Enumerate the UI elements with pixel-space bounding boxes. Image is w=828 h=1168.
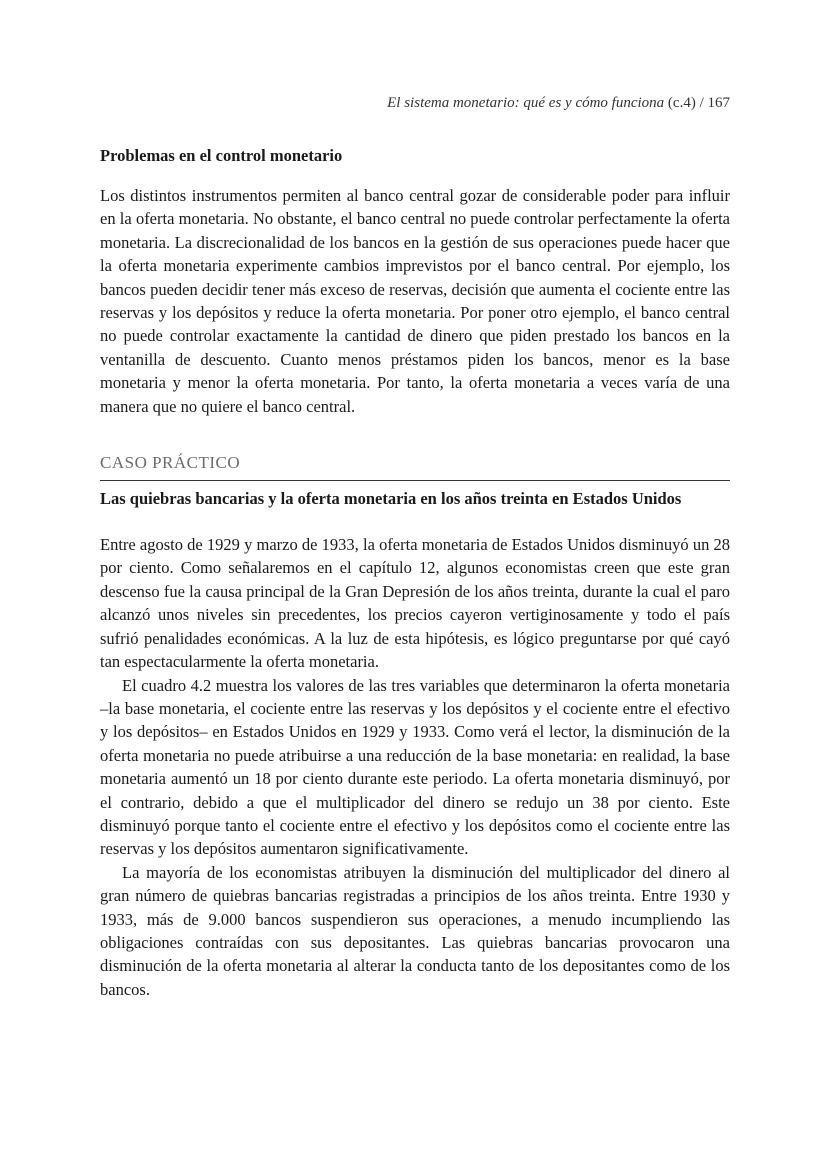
spacer	[100, 418, 730, 450]
section-heading: Problemas en el control monetario	[100, 146, 343, 165]
page-number: 167	[707, 95, 730, 111]
page-body	[100, 144, 730, 1001]
case-study-title: Las quiebras bancarias y la oferta monetaria en los años treinta en Estados Unidos	[100, 489, 682, 509]
case-study-paragraph-1: Entre agosto de 1929 y marzo de 1933, la oferta monetaria de Estados Unidos disminuyó un 28 por ciento. Como señalaremos en el capítulo 12, algunos economistas creen que este gran descenso fue la causa principal de la Gran Depresión de los años treinta, durante la cual el paro alcanzó unos niveles sin precedentes, los precios cayeron vertiginosamente y todo el país sufrió penalidades económicas. A la luz de esta hipótesis, es lógico preguntarse por qué cayó tan espectacularmente la oferta monetaria.	[100, 535, 730, 672]
case-study-paragraph-2: El cuadro 4.2 muestra los valores de las tres variables que determinaron la oferta monetaria –la base monetaria, el cociente entre las reservas y los depósitos y el cociente entre el efectivo y los depósitos– en Estados Unidos en 1929 y 1933. Como verá el lector, la disminución de la oferta monetaria no puede atribuirse a una reducción de la base monetaria: en realidad, la base monetaria aumentó un 18 por ciento durante este periodo. La oferta monetaria disminuyó, por el contrario, debido a que el multiplicador del dinero se redujo un 38 por ciento. Este disminuyó porque tanto el cociente entre el efectivo y los depósitos como el cociente entre las reservas y los depósitos aumentaron significativamente.	[100, 675, 730, 859]
section-paragraph: Los distintos instrumentos permiten al banco central gozar de considerable poder para influir en la oferta monetaria. No obstante, el banco central no puede controlar perfectamente la oferta monetaria. La discrecionalidad de los bancos en la gestión de sus operaciones puede hacer que la oferta monetaria experimente cambios imprevistos por el banco central. Por ejemplo, los bancos pueden decidir tener más exceso de reservas, decisión que aumenta el cociente entre las reservas y los depósitos y reduce la oferta monetaria. Por poner otro ejemplo, el banco central no puede controlar exactamente la cantidad de dinero que piden prestado los bancos en la ventanilla de descuento. Cuanto menos préstamos piden los bancos, menor es la base monetaria y menor la oferta monetaria. Por tanto, la oferta monetaria a veces varía de una manera que no quiere el banco central.	[100, 186, 730, 416]
case-study-paragraph-3: La mayoría de los economistas atribuyen la disminución del multiplicador del dinero al gran número de quiebras bancarias registradas a principios de los años treinta. Entre 1930 y 1933, más de 9.000 bancos suspendieron sus operaciones, a menudo incumpliendo las obligaciones contraídas con sus depositantes. Las quiebras bancarias provocaron una disminución de la oferta monetaria al alterar la conducta tanto de los depositantes como de los bancos.	[100, 862, 730, 999]
running-header-title: El sistema monetario: qué es y cómo funciona	[387, 95, 665, 111]
case-study-divider	[100, 480, 730, 481]
case-study-box	[100, 450, 730, 1001]
case-study-label: CASO PRÁCTICO	[100, 453, 241, 473]
running-header-separator: /	[699, 95, 704, 111]
running-header	[387, 95, 730, 112]
running-header-chapter: (c.4)	[667, 95, 696, 111]
